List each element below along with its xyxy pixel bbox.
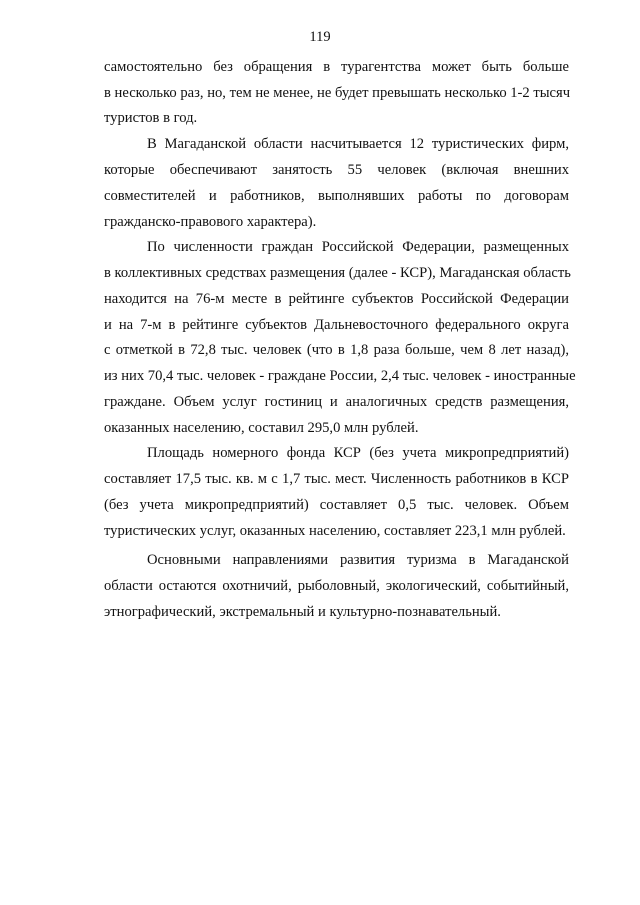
text-line: туристических услуг, оказанных населению, составляет 223,1 млн рублей. [104, 523, 566, 539]
text-line: (без учета микропредприятий) составляет 0,5 тыс. человек. Объем [104, 497, 569, 513]
text-line: которые обеспечивают занятость 55 человек (включая внешних [104, 162, 569, 178]
text-line: граждане. Объем услуг гостиниц и аналогичных средств размещения, [104, 394, 569, 410]
text-line: оказанных населению, составил 295,0 млн рублей. [104, 420, 419, 436]
text-line: в коллективных средствах размещения (далее - КСР), Магаданская область [104, 265, 571, 281]
text-line: находится на 76-м месте в рейтинге субъектов Российской Федерации [104, 291, 569, 307]
text-line: совместителей и работников, выполнявших работы по договорам [104, 188, 569, 204]
text-line: В Магаданской области насчитывается 12 туристических фирм, [147, 136, 569, 152]
text-line: в несколько раз, но, тем не менее, не будет превышать несколько 1-2 тысяч [104, 85, 571, 101]
text-line: Основными направлениями развития туризма в Магаданской [147, 552, 569, 568]
text-line: гражданско-правового характера). [104, 214, 317, 230]
text-line: и на 7-м в рейтинге субъектов Дальневосточного федерального округа [104, 317, 569, 333]
text-line: туристов в год. [104, 110, 198, 126]
text-line: По численности граждан Российской Федерации, размещенных [147, 239, 569, 255]
page-number: 119 [309, 29, 331, 45]
text-line: самостоятельно без обращения в турагентства может быть больше [104, 59, 569, 75]
text-line: области остаются охотничий, рыболовный, экологический, событийный, [104, 578, 569, 594]
text-line: Площадь номерного фонда КСР (без учета микропредприятий) [147, 445, 569, 461]
text-line: составляет 17,5 тыс. кв. м с 1,7 тыс. мест. Численность работников в КСР [104, 471, 569, 487]
text-line: с отметкой в 72,8 тыс. человек (что в 1,8 раза больше, чем 8 лет назад), [104, 342, 569, 358]
text-line: этнографический, экстремальный и культурно-познавательный. [104, 604, 501, 620]
text-line: из них 70,4 тыс. человек - граждане России, 2,4 тыс. человек - иностранные [104, 368, 576, 384]
